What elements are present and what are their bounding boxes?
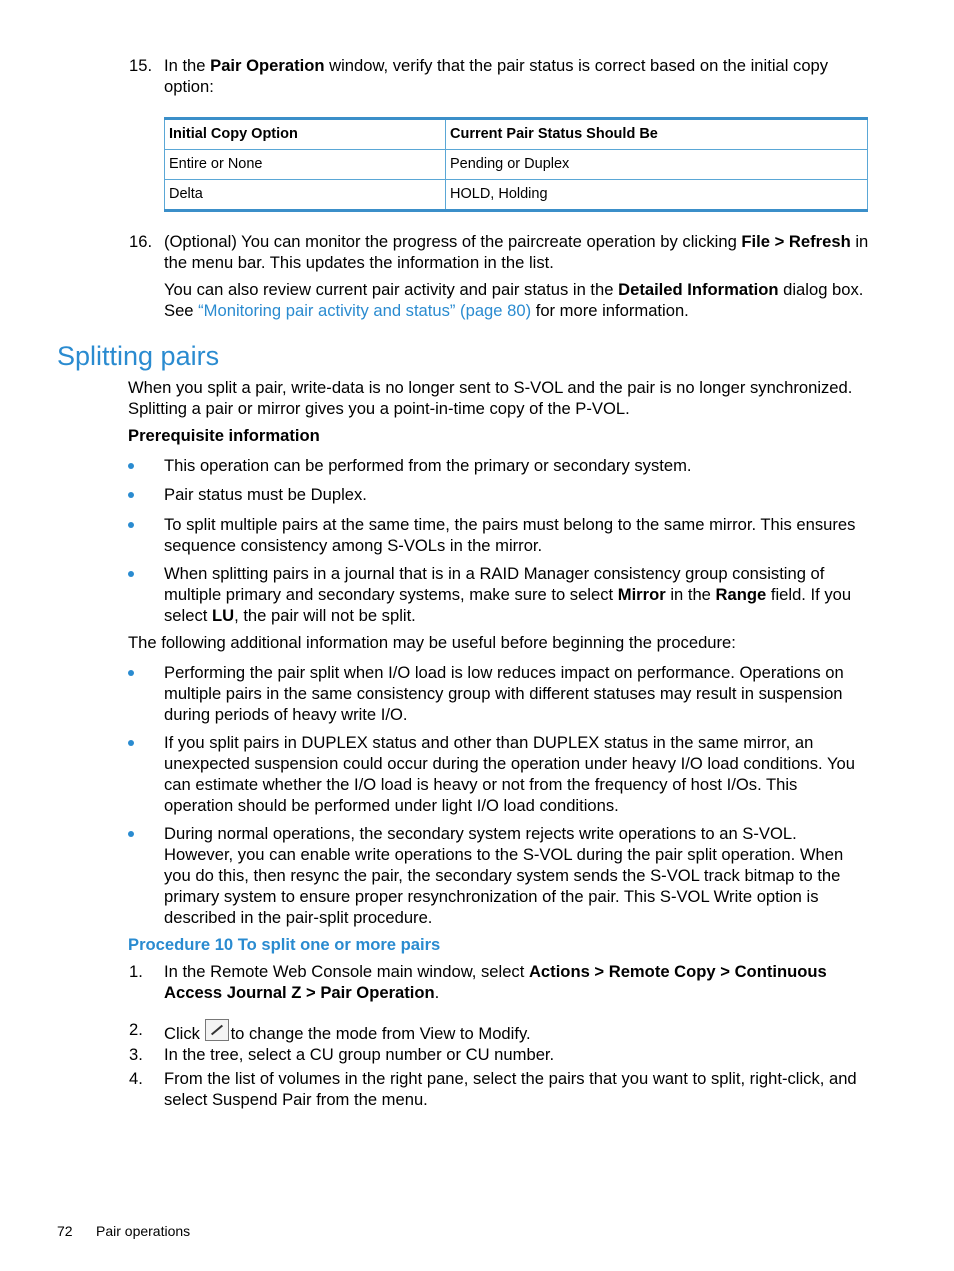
bullet-icon	[128, 522, 134, 528]
text-run: You can also review current pair activity and pair status in the	[164, 280, 619, 299]
table-header-cell: Current Pair Status Should Be	[446, 119, 868, 150]
bold-run: File > Refresh	[741, 232, 851, 251]
section-title: Splitting pairs	[57, 341, 220, 371]
footer-section: Pair operations	[96, 1223, 191, 1239]
section-intro: When you split a pair, write-data is no longer sent to S-VOL and the pair is no longer synchronized. Splitting a pair or mirror gives you a point-in-time copy of the P-VOL.	[128, 378, 853, 418]
step-number: 15.	[129, 56, 153, 75]
text-run: window, verify that the pair status is correct based on the initial copy option:	[164, 56, 829, 96]
procedure-title: Procedure 10 To split one or more pairs	[128, 935, 441, 954]
step-number: 1.	[129, 962, 143, 981]
text-run: When splitting pairs in a journal that is in a RAID Manager consistency group consisting of multiple primary and secondary systems, make sure to select	[164, 564, 825, 604]
step-text	[164, 1019, 869, 1044]
step-text	[164, 231, 869, 273]
table-cell: Entire or None	[165, 150, 446, 180]
bold-run: Actions > Remote Copy > Continuous Access Journal Z > Pair Operation	[164, 962, 827, 1002]
text-run: dialog box. See	[164, 280, 864, 320]
list-item-text: Pair status must be Duplex.	[164, 485, 367, 504]
step-text: In the tree, select a CU group number or CU number.	[164, 1045, 555, 1064]
table-row	[165, 150, 868, 180]
list-item-text: This operation can be performed from the primary or secondary system.	[164, 456, 692, 475]
initial-copy-table	[164, 117, 868, 212]
page-number: 72	[57, 1223, 73, 1239]
text-run: Click	[164, 1024, 205, 1043]
bullet-icon	[128, 740, 134, 746]
list-item-text: Performing the pair split when I/O load is low reduces impact on performance. Operations on multiple pairs in the same consistency group with different statuses may result in suspension during periods of heavy write I/O.	[164, 663, 844, 724]
step-number: 16.	[129, 232, 153, 251]
bullet-icon	[128, 571, 134, 577]
step-number: 4.	[129, 1069, 143, 1088]
step-text	[164, 55, 869, 97]
table-cell: Delta	[165, 180, 446, 211]
text-run: in the menu bar. This updates the information in the list.	[164, 232, 869, 272]
table-cell: Pending or Duplex	[446, 150, 868, 180]
bullet-icon	[128, 492, 134, 498]
text-run: to change the mode from View to Modify.	[230, 1024, 531, 1043]
text-run: (Optional) You can monitor the progress of the paircreate operation by clicking	[164, 232, 742, 251]
bullet-icon	[128, 463, 134, 469]
text-run: in the	[665, 585, 716, 604]
text-run: for more information.	[531, 301, 689, 320]
step-text: From the list of volumes in the right pane, select the pairs that you want to split, right-click, and select Suspend Pair from the menu.	[164, 1069, 857, 1109]
cross-reference-link[interactable]: “Monitoring pair activity and status” (page 80)	[198, 301, 532, 320]
bold-run: LU	[211, 606, 235, 625]
step-number: 3.	[129, 1045, 143, 1064]
bold-run: Pair Operation	[210, 56, 325, 75]
table-cell: HOLD, Holding	[446, 180, 868, 211]
text-run: , the pair will not be split.	[234, 606, 416, 625]
text-run: In the Remote Web Console main window, select	[164, 962, 529, 981]
table-header-row	[165, 119, 868, 150]
text-run: .	[434, 983, 440, 1002]
prereq-heading: Prerequisite information	[128, 426, 320, 445]
step-number: 2.	[129, 1020, 143, 1039]
bold-run: Range	[715, 585, 767, 604]
list-item-text	[164, 563, 869, 626]
edit-pencil-icon	[205, 1019, 229, 1041]
bold-run: Detailed Information	[618, 280, 779, 299]
step-text	[164, 961, 869, 1003]
table-row	[165, 180, 868, 211]
bullet-icon	[128, 831, 134, 837]
list-item-text: If you split pairs in DUPLEX status and other than DUPLEX status in the same mirror, an unexpected suspension could occur during the operation under heavy I/O load conditions. You can estimate whether the I/O load is heavy or not from the frequency of host I/Os. This operation should be performed under light I/O load conditions.	[164, 733, 855, 815]
text-run: field. If you select	[164, 585, 852, 625]
table-header-cell: Initial Copy Option	[165, 119, 446, 150]
step-16-note	[164, 279, 869, 321]
bullet-icon	[128, 670, 134, 676]
bold-run: Mirror	[617, 585, 666, 604]
list-item-text: During normal operations, the secondary system rejects write operations to an S-VOL. However, you can enable write operations to the S-VOL during the pair split operation. When you do this, then resync the pair, the secondary system sends the S-VOL track bitmap to the primary system to ensure proper resynchronization of the pair. This S-VOL Write option is described in the pair-split procedure.	[164, 824, 844, 927]
list-item-text: To split multiple pairs at the same time, the pairs must belong to the same mirror. This ensures sequence consistency among S-VOLs in the mirror.	[164, 515, 856, 555]
additional-intro: The following additional information may be useful before beginning the procedure:	[128, 633, 736, 652]
text-run: In the	[164, 56, 211, 75]
